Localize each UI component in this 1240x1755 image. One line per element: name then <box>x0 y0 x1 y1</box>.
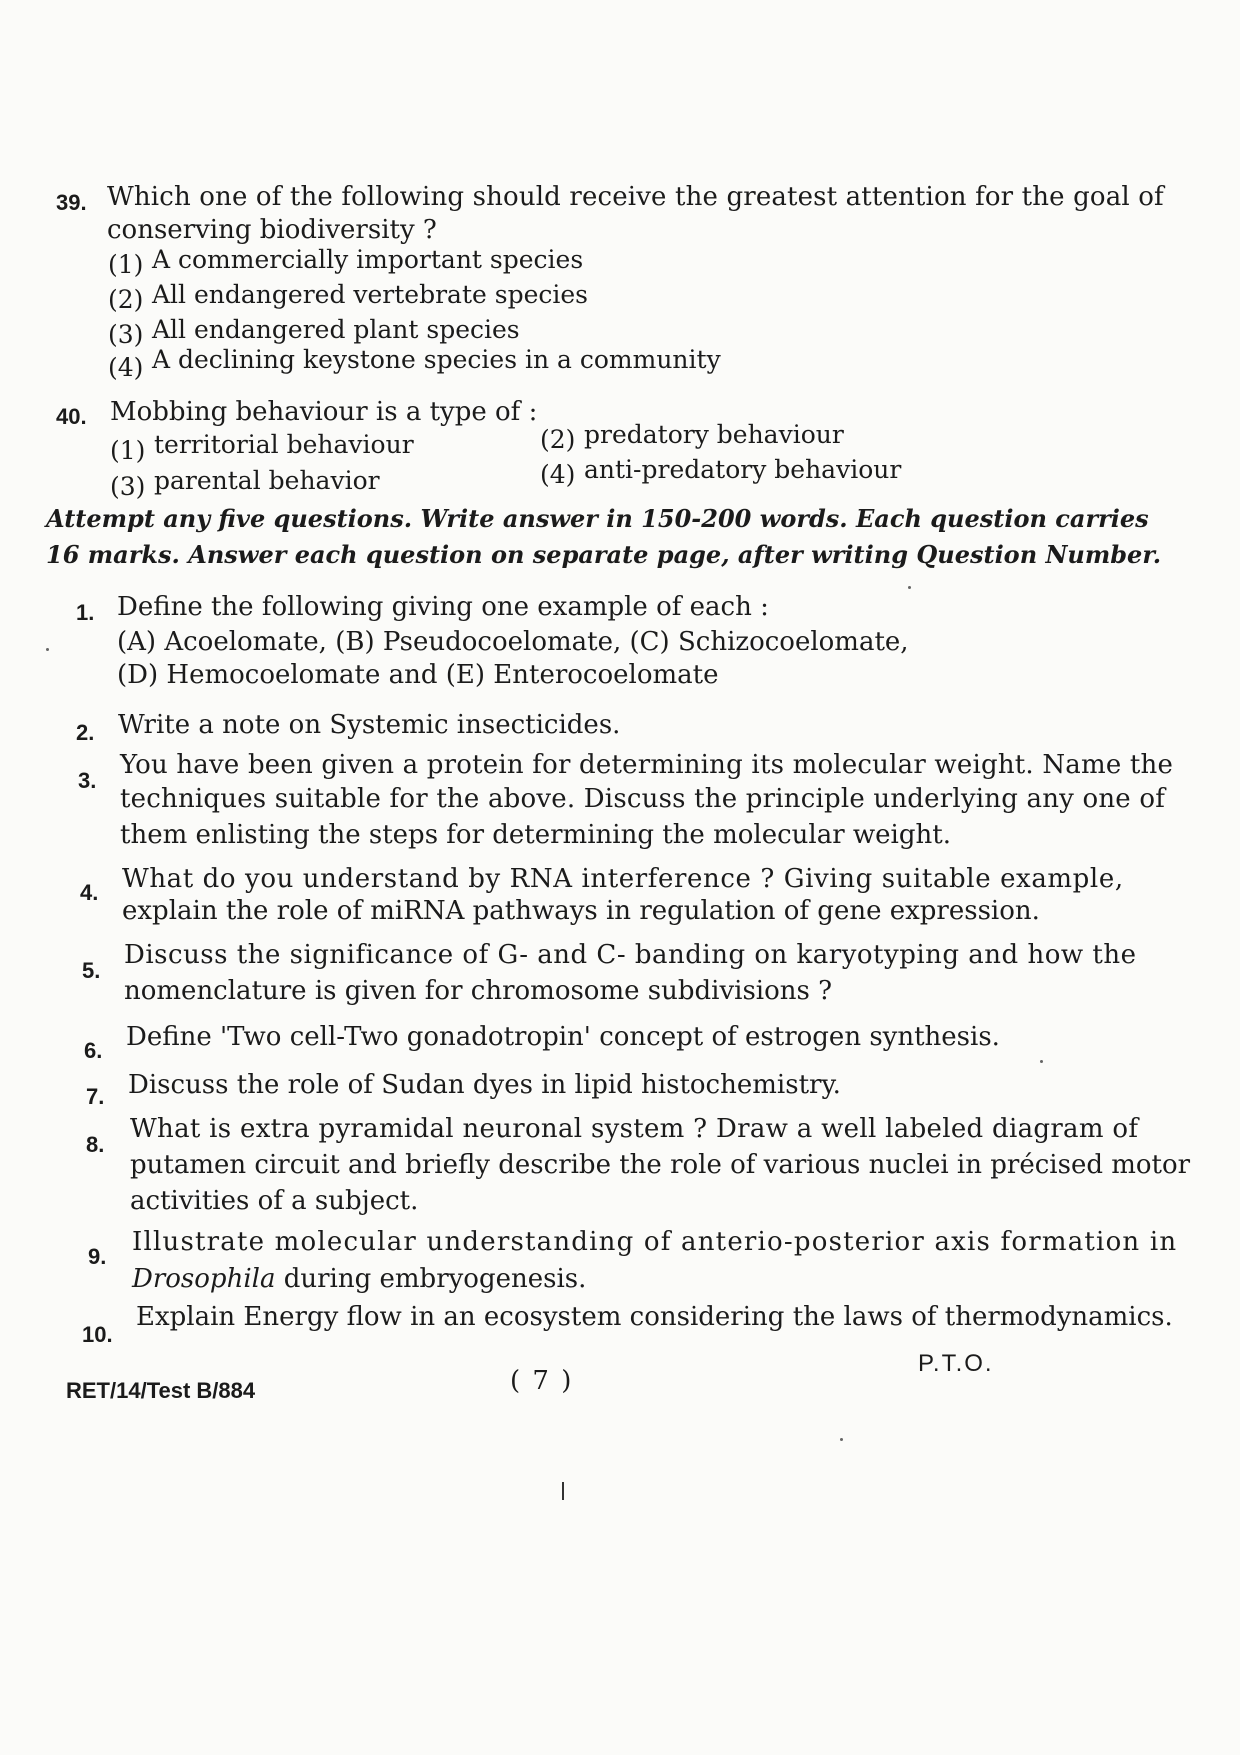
question-text: explain the role of miRNA pathways in regulation of gene expression. <box>122 896 1040 926</box>
question-number: 39. <box>56 190 87 215</box>
question-number: 6. <box>84 1038 103 1063</box>
question-text: conserving biodiversity ? <box>107 215 437 245</box>
species-name: Drosophila <box>132 1264 276 1294</box>
question-text: Which one of the following should receive the greatest attention for the goal of <box>107 182 1164 212</box>
question-text: Write a note on Systemic insecticides. <box>118 710 621 740</box>
question-text: Explain Energy flow in an ecosystem considering the laws of thermodynamics. <box>136 1302 1173 1332</box>
question-number: 3. <box>78 768 97 793</box>
question-text <box>132 1262 586 1296</box>
question-text: (D) Hemocoelomate and (E) Enterocoelomate <box>117 660 719 690</box>
question-number: 40. <box>56 404 87 429</box>
question-number: 9. <box>88 1244 107 1269</box>
question-text: them enlisting the steps for determining the molecular weight. <box>120 820 951 850</box>
question-text: activities of a subject. <box>130 1186 419 1216</box>
question-text-rest: during embryogenesis. <box>275 1264 587 1294</box>
question-text: You have been given a protein for determining its molecular weight. Name the <box>120 750 1174 780</box>
option-number: (1) <box>110 436 146 465</box>
option-number: (2) <box>540 425 576 454</box>
option-text: A declining keystone species in a community <box>152 345 721 374</box>
question-text: (A) Acoelomate, (B) Pseudocoelomate, (C) Schizocoelomate, <box>117 627 909 657</box>
instruction-line: 16 marks. Answer each question on separate page, after writing Question Number. <box>46 540 1162 569</box>
option-number: (3) <box>108 320 144 349</box>
question-text: Discuss the significance of G- and C- banding on karyotyping and how the <box>124 940 1137 970</box>
option-number: (1) <box>108 250 144 279</box>
option-text: A commercially important species <box>152 245 584 274</box>
option-number: (3) <box>110 472 146 501</box>
option-number: (4) <box>108 353 144 382</box>
page-number: ( 7 ) <box>510 1366 574 1396</box>
scan-speck <box>908 586 911 589</box>
option-number: (2) <box>108 285 144 314</box>
option-text: predatory behaviour <box>584 420 844 449</box>
paper-code: RET/14/Test B/884 <box>66 1378 256 1403</box>
question-text: putamen circuit and briefly describe the role of various nuclei in précised motor <box>130 1150 1191 1180</box>
question-number: 10. <box>82 1322 113 1347</box>
question-text: Define 'Two cell-Two gonadotropin' concept of estrogen synthesis. <box>126 1022 1000 1052</box>
question-number: 5. <box>82 958 101 983</box>
question-text: Define the following giving one example of each : <box>117 592 769 622</box>
question-number: 7. <box>86 1084 105 1109</box>
question-text: Mobbing behaviour is a type of : <box>110 397 538 427</box>
scan-mark <box>562 1482 564 1500</box>
option-text: territorial behaviour <box>154 430 414 459</box>
question-number: 4. <box>80 880 99 905</box>
option-text: parental behavior <box>154 466 380 495</box>
option-text: All endangered vertebrate species <box>152 280 588 309</box>
question-number: 2. <box>76 720 95 745</box>
option-number: (4) <box>540 460 576 489</box>
question-number: 8. <box>86 1132 105 1157</box>
question-number: 1. <box>76 600 95 625</box>
question-text: techniques suitable for the above. Discuss the principle underlying any one of <box>120 784 1166 814</box>
option-text: anti-predatory behaviour <box>584 455 902 484</box>
question-text: Discuss the role of Sudan dyes in lipid histochemistry. <box>128 1070 841 1100</box>
question-text: nomenclature is given for chromosome subdivisions ? <box>124 976 833 1006</box>
pto-label: P.T.O. <box>918 1350 994 1377</box>
question-text: What is extra pyramidal neuronal system ? Draw a well labeled diagram of <box>130 1114 1139 1144</box>
scan-speck <box>840 1438 843 1441</box>
scan-speck <box>46 648 49 651</box>
question-text: What do you understand by RNA interference ? Giving suitable example, <box>122 864 1124 894</box>
scan-speck <box>1040 1060 1043 1063</box>
question-text: Illustrate molecular understanding of anterio-posterior axis formation in <box>132 1227 1178 1257</box>
option-text: All endangered plant species <box>152 315 520 344</box>
instruction-line: Attempt any five questions. Write answer in 150-200 words. Each question carries <box>46 504 1149 533</box>
